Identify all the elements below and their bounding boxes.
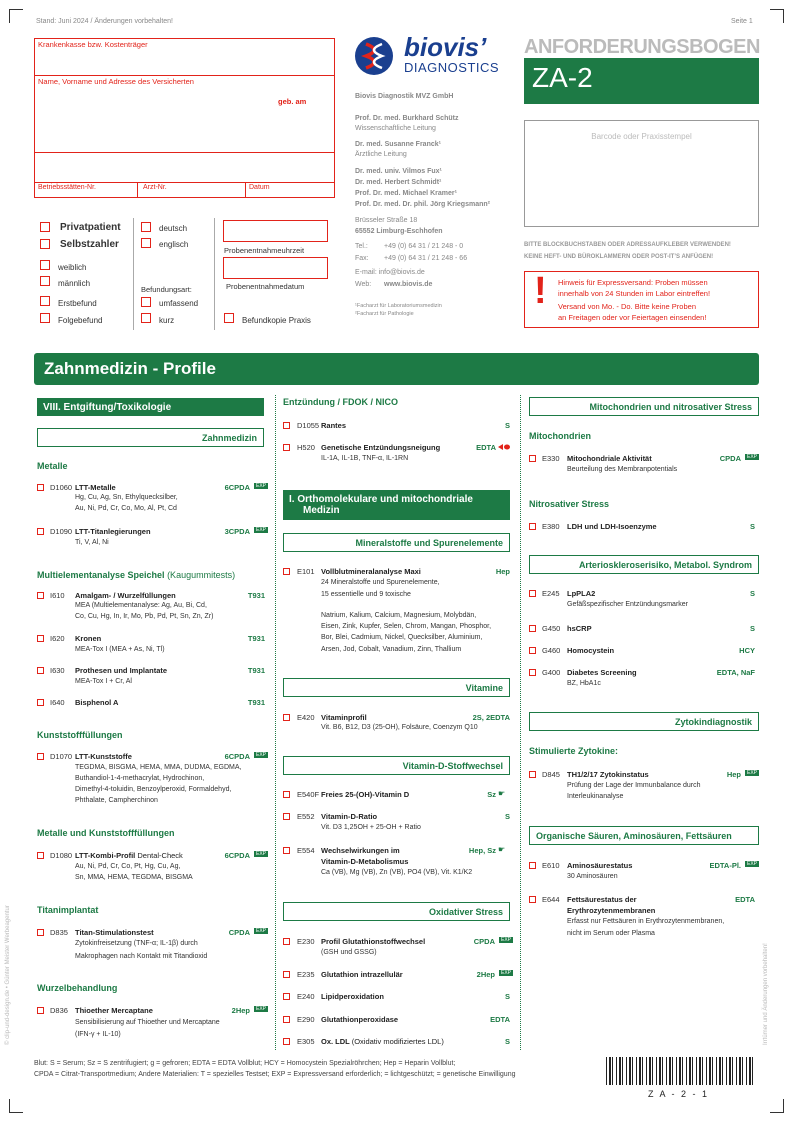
geb-label[interactable]: geb. am <box>278 97 307 106</box>
express-text: an Freitagen oder vor Feiertagen einsenden! <box>558 313 707 322</box>
order-checkbox[interactable] <box>283 791 290 798</box>
exp-badge: EXP <box>256 752 267 758</box>
test-name: Rantes <box>321 421 347 430</box>
test-name: Homocystein <box>567 646 615 655</box>
group-label-note: (Kaugummitests) <box>167 570 236 580</box>
test-code: G460 <box>542 646 561 655</box>
kurz-checkbox[interactable] <box>141 313 151 323</box>
form-code: ZA-2 <box>524 58 759 104</box>
test-detail: (GSH und GSSG) <box>321 949 377 956</box>
selbstzahler-label: Selbstzahler <box>60 239 119 250</box>
material: HCY <box>739 646 755 655</box>
order-checkbox[interactable] <box>37 852 44 859</box>
test-name: LTT-Kunststoffe <box>75 752 132 761</box>
folgebefund-checkbox[interactable] <box>40 313 50 323</box>
test-name: Lipidperoxidation <box>321 992 384 1001</box>
test-detail: Beurteilung des Membranpotentials <box>567 466 678 473</box>
material: CPDA <box>228 928 250 937</box>
footnote: ¹Facharzt für Laboratoriumsmedizin <box>355 303 442 309</box>
material: Hep <box>495 567 510 576</box>
person: Dr. med. Herbert Schmidt¹ <box>355 179 442 186</box>
order-checkbox[interactable] <box>283 1038 290 1045</box>
material: S <box>504 992 510 1001</box>
exp-badge: EXP <box>747 861 758 867</box>
crop-mark <box>770 9 784 23</box>
test-code: E644 <box>542 895 560 904</box>
material: Hep, Sz <box>468 846 496 855</box>
order-checkbox[interactable] <box>529 647 536 654</box>
test-name: Kronen <box>75 634 102 643</box>
brand-sub: DIAGNOSTICS <box>404 60 500 75</box>
order-checkbox[interactable] <box>283 813 290 820</box>
test-detail: Buthandiol-1-4-methacrylat, Hydrochinon, <box>75 775 205 782</box>
test-code: E290 <box>297 1015 315 1024</box>
group-label: Entzündung / FDOK / NICO <box>283 397 398 407</box>
name-label[interactable]: Name, Vorname und Adresse des Versicherten <box>38 77 194 86</box>
test-name-note: (Oxidativ modifiziertes LDL) <box>351 1037 444 1046</box>
order-checkbox[interactable] <box>37 1007 44 1014</box>
test-name: Vitaminprofil <box>321 713 367 722</box>
test-detail: Au, Ni, Pd, Cr, Co, Mo, Al, Pt, Cd <box>75 505 177 512</box>
hint: KEINE HEFT- UND BÜROKLAMMERN ODER POST-IT’S ANFÜGEN! <box>524 254 714 260</box>
group-label: Mitochondrien <box>529 431 591 441</box>
express-text: Hinweis für Expressversand: Proben müssen <box>558 278 708 287</box>
fax: +49 (0) 64 31 / 21 248 - 66 <box>384 255 468 262</box>
material: 2Hep <box>476 970 495 979</box>
test-detail: 24 Mineralstoffe und Spurenelemente, <box>321 579 440 586</box>
test-name: Genetische Entzündungsneigung <box>321 443 441 452</box>
order-checkbox[interactable] <box>283 971 290 978</box>
order-checkbox[interactable] <box>283 422 290 429</box>
tel: +49 (0) 64 31 / 21 248 - 0 <box>384 243 464 250</box>
test-name: Bisphenol A <box>75 698 119 707</box>
material: EDTA, NaF <box>716 668 755 677</box>
sub-vitamine: Vitamine <box>283 678 510 697</box>
exp-badge: EXP <box>256 483 267 489</box>
material: S <box>504 812 510 821</box>
test-code: E230 <box>297 937 315 946</box>
bsnr-label[interactable]: Betriebsstätten-Nr. <box>38 184 96 191</box>
group-label: Nitrosativer Stress <box>529 499 610 509</box>
exp-badge: EXP <box>256 928 267 934</box>
legend <box>34 1058 604 1080</box>
tel-label: Tel.: <box>355 243 368 250</box>
order-checkbox[interactable] <box>37 753 44 760</box>
biovis-logo-icon <box>354 36 394 76</box>
sub-zahnmedizin: Zahnmedizin <box>37 428 264 447</box>
test-code: G450 <box>542 624 561 633</box>
express-text: innerhalb von 24 Stunden im Labor eintreffen! <box>558 289 711 298</box>
stand-note: Stand: Juni 2024 / Änderungen vorbehalten! <box>36 18 173 25</box>
person: Dr. med. univ. Vilmos Fux¹ <box>355 168 442 175</box>
express-text: Versand von Mo. - Do. Bitte keine Proben <box>558 302 696 311</box>
test-name: Vitamin-D-Metabolismus <box>321 857 409 866</box>
order-checkbox[interactable] <box>283 1016 290 1023</box>
test-code: D835 <box>50 928 68 937</box>
exp-badge: EXP <box>256 851 267 857</box>
befundkopie-checkbox[interactable] <box>224 313 234 323</box>
test-code: D1090 <box>50 527 73 536</box>
test-name: Vitamin-D-Ratio <box>321 812 378 821</box>
test-name: Profil Glutathionstoffwechsel <box>321 937 426 946</box>
order-checkbox[interactable] <box>529 590 536 597</box>
test-code: E554 <box>297 846 315 855</box>
test-detail: (IFN-γ + IL-10) <box>75 1031 121 1038</box>
test-detail: 15 essentielle und 9 toxische <box>321 591 411 598</box>
test-code: E610 <box>542 861 560 870</box>
material: T931 <box>247 666 265 675</box>
exp-badge: EXP <box>256 1006 267 1012</box>
city: 65552 Limburg-Eschhofen <box>355 228 443 235</box>
sub-mitochondrien: Mitochondrien und nitrosativer Stress <box>529 397 759 416</box>
test-code: E330 <box>542 454 560 463</box>
test-detail: Natrium, Kalium, Calcium, Magnesium, Molybdän, <box>321 612 477 619</box>
web-label: Web: <box>355 281 372 288</box>
crop-mark <box>770 1099 784 1113</box>
role: Ärztliche Leitung <box>355 151 407 158</box>
material: Hep <box>726 770 741 779</box>
material: S <box>504 421 510 430</box>
order-checkbox[interactable] <box>283 847 290 854</box>
test-detail: BZ, HbA1c <box>567 680 601 687</box>
sub-vitamin-d: Vitamin-D-Stoffwechsel <box>283 756 510 775</box>
test-detail: nicht im Serum oder Plasma <box>567 930 655 937</box>
group-label: Metalle <box>37 461 68 471</box>
material: Sz <box>487 790 496 799</box>
test-detail: Sn, MMA, HEMA, TEGDMA, BISGMA <box>75 874 193 881</box>
exp-badge: EXP <box>747 770 758 776</box>
order-checkbox[interactable] <box>37 592 44 599</box>
barcode-text: Z A - 2 - 1 <box>648 1089 710 1099</box>
test-name: Vollblutmineralanalyse Maxi <box>321 567 421 576</box>
pdatum-label: Probenentnahmedatum <box>226 282 305 291</box>
order-checkbox[interactable] <box>529 523 536 530</box>
light-protected-icon: ☛ <box>498 845 506 854</box>
test-code: E101 <box>297 567 315 576</box>
material: EDTA <box>735 895 755 904</box>
barcode <box>606 1057 754 1085</box>
material: 2S, 2EDTA <box>472 713 510 722</box>
order-checkbox[interactable] <box>37 528 44 535</box>
test-detail: Gefäßspezifischer Entzündungsmarker <box>567 601 688 608</box>
test-code: E240 <box>297 992 315 1001</box>
order-checkbox[interactable] <box>529 771 536 778</box>
test-name-note: Dental-Check <box>137 851 183 860</box>
material: 6CPDA <box>224 483 250 492</box>
material: CPDA <box>473 937 495 946</box>
section-entgiftung: VIII. Entgiftung/Toxikologie <box>37 398 264 416</box>
test-detail: Co, Cu, Hg, In, Ir, Mo, Pb, Pd, Pt, Sn, Zn, Zr) <box>75 613 214 620</box>
test-code: I630 <box>50 666 65 675</box>
legend-line: Blut: S = Serum; Sz = S zentrifugiert; g = gefroren; EDTA = EDTA Vollblut; HCY = Homocystein Spezialröhrchen; Hep = Heparin Vollblut; <box>34 1060 456 1067</box>
weiblich-checkbox[interactable] <box>40 260 50 270</box>
crop-mark <box>9 9 23 23</box>
order-checkbox[interactable] <box>283 714 290 721</box>
crop-mark <box>9 1099 23 1113</box>
test-name: Ox. LDL <box>321 1037 350 1046</box>
erstbefund-checkbox[interactable] <box>40 296 50 306</box>
exp-badge: EXP <box>256 527 267 533</box>
deutsch-label: deutsch <box>159 224 188 233</box>
order-checkbox[interactable] <box>37 699 44 706</box>
test-code: D845 <box>542 770 560 779</box>
test-detail: MEA-Tox I + Cr, Al <box>75 678 132 685</box>
material: S <box>749 624 755 633</box>
test-code: D1060 <box>50 483 73 492</box>
test-code: E552 <box>297 812 315 821</box>
order-checkbox[interactable] <box>283 568 290 575</box>
group-label: Metalle und Kunststofffüllungen <box>37 828 175 838</box>
test-detail: Erfasst nur Fettsäuren in Erythrozytenmembranen, <box>567 918 725 925</box>
test-detail: Eisen, Zink, Kupfer, Selen, Chrom, Mangan, Phosphor, <box>321 623 492 630</box>
test-detail: Hg, Cu, Ag, Sn, Ethylquecksilber, <box>75 494 178 501</box>
order-checkbox[interactable] <box>529 862 536 869</box>
test-detail: Dimethyl-4-toluidin, Benzoylperoxid, Formaldehyd, <box>75 786 232 793</box>
brand-name: biovis’ <box>404 32 487 62</box>
person: Prof. Dr. med. Burkhard Schütz <box>355 115 459 122</box>
umfassend-checkbox[interactable] <box>141 297 151 307</box>
test-detail: Bor, Blei, Cadmium, Nickel, Quecksilber, Aluminium, <box>321 634 483 641</box>
section-title: I. Orthomolekulare und mitochondriale <box>289 494 473 505</box>
test-detail: 30 Aminosäuren <box>567 873 618 880</box>
datum-label[interactable]: Datum <box>249 184 270 191</box>
material: 6CPDA <box>224 851 250 860</box>
person: Prof. Dr. med. Michael Kramer¹ <box>355 190 457 197</box>
order-checkbox[interactable] <box>529 896 536 903</box>
test-name: Amalgam- / Wurzelfüllungen <box>75 591 176 600</box>
section-orthomolekular <box>283 490 510 520</box>
test-name: Freies 25-(OH)-Vitamin D <box>321 790 410 799</box>
side-disclaimer: Irrtümer und Änderungen vorbehalten! <box>763 943 769 1045</box>
test-detail: MEA-Tox I (MEA + As, Ni, Tl) <box>75 646 165 653</box>
genetic-consent-icon <box>497 443 511 451</box>
page-number: Seite 1 <box>731 18 753 25</box>
group-label: Kunststofffüllungen <box>37 730 123 740</box>
material: EDTA <box>476 443 496 452</box>
test-name: Aminosäurestatus <box>567 861 633 870</box>
sub-zytokindiagnostik: Zytokindiagnostik <box>529 712 759 731</box>
maennlich-label: männlich <box>58 279 91 288</box>
test-name: TH1/2/17 Zytokinstatus <box>567 770 649 779</box>
sub-arteriosklerose: Arterioskleroserisiko, Metabol. Syndrom <box>529 555 759 574</box>
test-name: hsCRP <box>567 624 592 633</box>
test-detail: Vit. D3 1,25OH + 25-OH + Ratio <box>321 824 421 831</box>
test-detail: Ca (VB), Mg (VB), Zn (VB), PO4 (VB), Vit. K1/K2 <box>321 869 473 876</box>
test-detail: Interleukinanalyse <box>567 793 624 800</box>
test-name: LpPLA2 <box>567 589 596 598</box>
order-checkbox[interactable] <box>529 669 536 676</box>
test-detail: Arsen, Jod, Cobalt, Vanadium, Zinn, Thallium <box>321 646 462 653</box>
test-code: E380 <box>542 522 560 531</box>
test-name: Mitochondriale Aktivität <box>567 454 652 463</box>
material: S <box>504 1037 510 1046</box>
exp-badge: EXP <box>501 937 512 943</box>
order-checkbox[interactable] <box>283 993 290 1000</box>
group-label: Titanimplantat <box>37 905 99 915</box>
fax-label: Fax: <box>355 255 369 262</box>
order-checkbox[interactable] <box>37 484 44 491</box>
web[interactable]: www.biovis.de <box>384 281 433 288</box>
test-detail: Phthalate, Campherchinon <box>75 797 158 804</box>
kasse-label[interactable]: Krankenkasse bzw. Kostenträger <box>38 40 148 49</box>
selbstzahler-checkbox[interactable] <box>40 239 50 249</box>
deutsch-checkbox[interactable] <box>141 222 151 232</box>
befundkopie-label: Befundkopie Praxis <box>242 316 311 325</box>
form-title: ANFORDERUNGSBOGEN <box>524 36 760 58</box>
test-detail: Prüfung der Lage der Immunbalance durch <box>567 782 701 789</box>
material: EDTA-Pl. <box>709 861 741 870</box>
englisch-checkbox[interactable] <box>141 238 151 248</box>
uhrzeit-field[interactable] <box>223 220 328 242</box>
material: T931 <box>247 591 265 600</box>
test-code: E540F <box>297 790 320 799</box>
test-name: LDH und LDH-Isoenzyme <box>567 522 657 531</box>
befundungsart-label: Befundungsart: <box>141 285 192 294</box>
section-title: Medizin <box>303 505 340 516</box>
material: T931 <box>247 634 265 643</box>
test-name: Prothesen und Implantate <box>75 666 168 675</box>
sub-oxidativer-stress: Oxidativer Stress <box>283 902 510 921</box>
hint: BITTE BLOCKBUCHSTABEN ODER ADRESSAUFKLEBER VERWENDEN! <box>524 242 731 248</box>
street: Brüsseler Straße 18 <box>355 217 418 224</box>
test-code: D1055 <box>297 421 320 430</box>
warning-icon: ! <box>534 270 547 312</box>
barcode-field[interactable]: Barcode oder Praxisstempel <box>524 120 759 227</box>
test-detail: Au, Ni, Pd, Cr, Co, Pt, Hg, Cu, Ag, <box>75 863 181 870</box>
test-code: D836 <box>50 1006 68 1015</box>
group-label: Stimulierte Zytokine: <box>529 746 619 756</box>
order-checkbox[interactable] <box>283 444 290 451</box>
test-detail: MEA (Multielementanalyse: Ag, Au, Bi, Cd, <box>75 602 207 609</box>
umfassend-label: umfassend <box>159 299 199 308</box>
test-code: D1080 <box>50 851 73 860</box>
role: Wissenschaftliche Leitung <box>355 125 436 132</box>
test-code: G400 <box>542 668 561 677</box>
privatpatient-checkbox[interactable] <box>40 222 50 232</box>
material: T931 <box>247 698 265 707</box>
test-detail: Sensibilisierung auf Thioether und Mercaptane <box>75 1019 220 1026</box>
order-checkbox[interactable] <box>37 667 44 674</box>
footnote: ²Facharzt für Pathologie <box>355 311 414 317</box>
test-code: H520 <box>297 443 315 452</box>
test-name: Wechselwirkungen im <box>321 846 400 855</box>
order-checkbox[interactable] <box>37 635 44 642</box>
sub-organische-saeuren: Organische Säuren, Aminosäuren, Fettsäuren <box>529 826 759 845</box>
person: Prof. Dr. med. Dr. phil. Jörg Kriegsmann² <box>355 201 490 208</box>
material: 2Hep <box>231 1006 250 1015</box>
privatpatient-label: Privatpatient <box>60 222 121 233</box>
test-code: E245 <box>542 589 560 598</box>
erstbefund-label: Erstbefund <box>58 299 97 308</box>
maennlich-checkbox[interactable] <box>40 276 50 286</box>
test-name: Fettsäurestatus der <box>567 895 637 904</box>
test-name: LTT-Kombi-Profil <box>75 851 136 860</box>
test-detail: Vit. B6, B12, D3 (25-OH), Folsäure, Coenzym Q10 <box>321 724 478 731</box>
order-checkbox[interactable] <box>283 938 290 945</box>
email[interactable]: E-mail: info@biovis.de <box>355 269 425 276</box>
folgebefund-label: Folgebefund <box>58 316 103 325</box>
uhrzeit-label: Probenentnahmeuhrzeit <box>224 246 305 255</box>
test-code: E305 <box>297 1037 315 1046</box>
order-checkbox[interactable] <box>529 455 536 462</box>
kurz-label: kurz <box>159 316 175 325</box>
exp-badge: EXP <box>501 970 512 976</box>
test-name: LTT-Metalle <box>75 483 116 492</box>
patient-box <box>34 38 335 198</box>
test-name: Glutathionperoxidase <box>321 1015 399 1024</box>
test-code: D1070 <box>50 752 73 761</box>
material: EDTA <box>490 1015 510 1024</box>
test-detail: Makrophagen nach Kontakt mit Titandioxid <box>75 953 208 960</box>
test-name: Glutathion intrazellulär <box>321 970 403 979</box>
pdatum-field[interactable] <box>223 257 328 279</box>
arzt-label[interactable]: Arzt-Nr. <box>143 184 167 191</box>
test-code: I620 <box>50 634 65 643</box>
test-name: Erythrozytenmembranen <box>567 906 656 915</box>
side-credit: © clip-und-design.de • Günter Meister Werbeagentur <box>5 905 11 1045</box>
person: Dr. med. Susanne Franck¹ <box>355 141 441 148</box>
group-label: Multielementanalyse Speichel <box>37 570 165 580</box>
section-banner: Zahnmedizin - Profile <box>34 353 759 385</box>
lab-name: Biovis Diagnostik MVZ GmbH <box>355 93 454 100</box>
test-detail: IL-1A, IL-1B, TNF-α, IL-1RN <box>321 455 409 462</box>
englisch-label: englisch <box>159 240 189 249</box>
sub-mineralstoffe: Mineralstoffe und Spurenelemente <box>283 533 510 552</box>
test-name: LTT-Titanlegierungen <box>75 527 151 536</box>
test-detail: Zytokinfreisetzung (TNF-α; IL-1β) durch <box>75 940 198 947</box>
test-code: I610 <box>50 591 65 600</box>
group-label: Wurzelbehandlung <box>37 983 118 993</box>
order-checkbox[interactable] <box>529 625 536 632</box>
test-code: E420 <box>297 713 315 722</box>
test-name: Titan-Stimulationstest <box>75 928 154 937</box>
material: CPDA <box>719 454 741 463</box>
exp-badge: EXP <box>747 454 758 460</box>
test-code: I640 <box>50 698 65 707</box>
test-code: E235 <box>297 970 315 979</box>
test-detail: TEGDMA, BISGMA, HEMA, MMA, DUDMA, EGDMA, <box>75 764 242 771</box>
legend-line: CPDA = Citrat-Transportmedium; Andere Materialien: T = spezielles Testset; EXP = Expressversand erforderlich; = lichtgeschützt; = genetische Einwilligung <box>34 1071 516 1078</box>
material: 3CPDA <box>224 527 250 536</box>
light-protected-icon: ☛ <box>498 789 506 798</box>
material: 6CPDA <box>224 752 250 761</box>
material: S <box>749 589 755 598</box>
material: S <box>749 522 755 531</box>
order-checkbox[interactable] <box>37 929 44 936</box>
test-name: Thioether Mercaptane <box>75 1006 153 1015</box>
weiblich-label: weiblich <box>58 263 87 272</box>
test-detail: Ti, V, Al, Ni <box>75 539 109 546</box>
test-name: Diabetes Screening <box>567 668 637 677</box>
